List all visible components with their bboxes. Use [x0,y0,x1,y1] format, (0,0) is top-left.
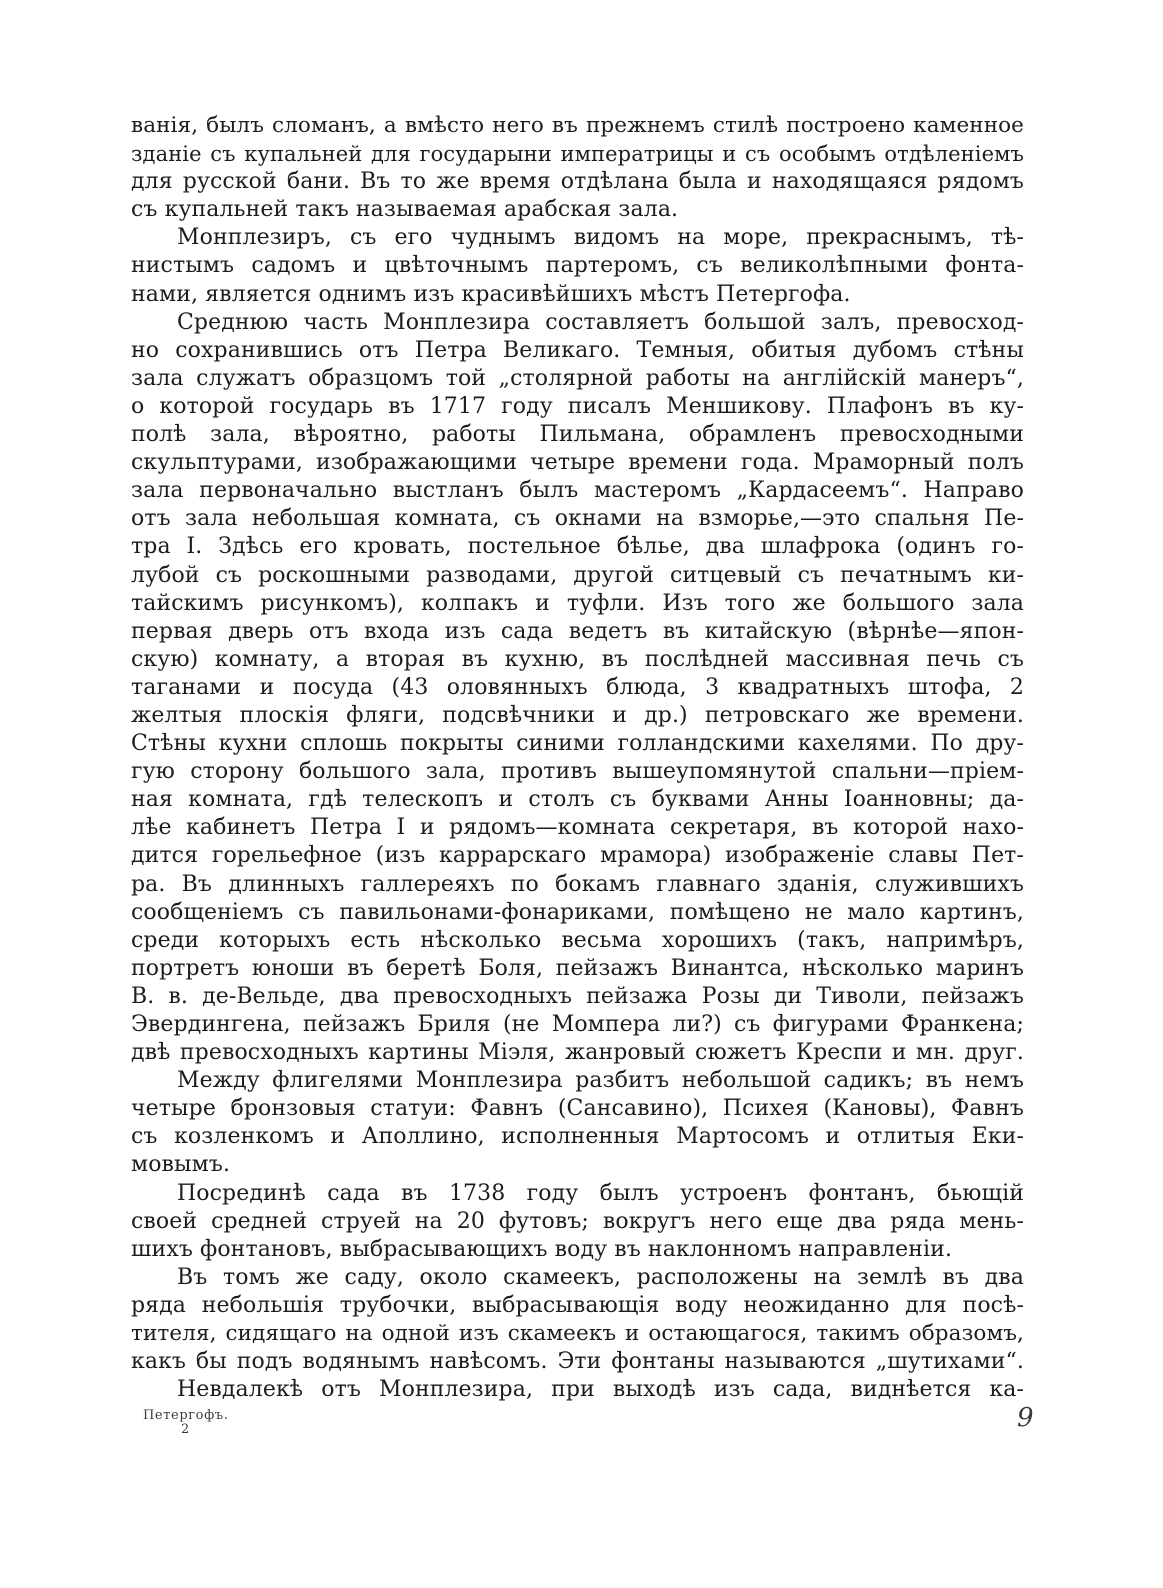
text-line: съ козленкомъ и Аполлино, исполненныя Мартосомъ и отлитыя Еки- [131,1124,1024,1150]
text-line: шихъ фонтановъ, выбрасывающихъ воду въ наклонномъ направленіи. [131,1236,953,1262]
text-line: но сохранившись отъ Петра Великаго. Темныя, обитыя дубомъ стѣны [131,337,1024,363]
text-line: ряда небольшія трубочки, выбрасывающія воду неожиданно для посѣ- [131,1292,1024,1318]
text-line: Стѣны кухни сплошь покрыты синими голландскими кахелями. По дру- [131,731,1024,757]
text-line: Въ томъ же саду, около скамеекъ, расположены на землѣ въ два [177,1264,1024,1290]
text-line: лѣе кабинетъ Петра I и рядомъ—комната секретаря, въ которой нахо- [131,815,1024,841]
text-line: мовымъ. [131,1152,231,1178]
text-line: нистымъ садомъ и цвѣточнымъ партеромъ, съ великолѣпными фонта- [131,253,1024,279]
text-line: зала служатъ образцомъ той „столярной работы на англійскій манеръ“, [131,365,1024,391]
text-line: дится горельефное (изъ каррарскаго мрамора) изображеніе славы Пет- [131,843,1024,869]
text-line: Монплезиръ, съ его чуднымъ видомъ на море, прекраснымъ, тѣ- [177,225,1024,251]
signature-mark: Петергофъ. [143,1408,229,1423]
text-line: Среднюю часть Монплезира составляетъ большой залъ, превосход- [177,309,1024,335]
text-line: нами, является однимъ изъ красивѣйшихъ мѣстъ Петергофа. [131,281,851,307]
text-line: тителя, сидящаго на одной изъ скамеекъ и остающагося, такимъ образомъ, [131,1321,1024,1347]
text-line: сообщеніемъ съ павильонами-фонариками, помѣщено не мало картинъ, [131,899,1024,925]
text-line: двѣ превосходныхъ картины Міэля, жанровый сюжетъ Креспи и мн. друг. [131,1040,1024,1066]
text-line: тра I. Здѣсь его кровать, постельное бѣлье, два шлафрока (одинъ го- [131,534,1024,560]
body-text [131,112,1024,1404]
text-line: первая дверь отъ входа изъ сада ведетъ въ китайскую (вѣрнѣе—япон- [131,618,1024,644]
text-line: среди которыхъ есть нѣсколько весьма хорошихъ (такъ, напримѣръ, [131,927,1024,953]
text-line: ная комната, гдѣ телескопъ и столъ съ буквами Анны Іоанновны; да- [131,787,1024,813]
text-line: четыре бронзовыя статуи: Фавнъ (Сансавино), Психея (Кановы), Фавнъ [131,1096,1024,1122]
text-line: лубой съ роскошными разводами, другой ситцевый съ печатнымъ ки- [131,562,1024,588]
text-line: ра. Въ длинныхъ галлереяхъ по бокамъ главнаго зданія, служившихъ [131,871,1024,897]
text-line: зала первоначально выстланъ былъ мастеромъ „Кардасеемъ“. Направо [131,478,1024,504]
text-line: Невдалекѣ отъ Монплезира, при выходѣ изъ сада, виднѣется ка- [177,1377,1024,1403]
text-line: для русской бани. Въ то же время отдѣлана была и находящаяся рядомъ [131,169,1024,195]
page-number: 9 [1017,1403,1034,1433]
text-line: гую сторону большого зала, противъ вышеупомянутой спальни—пріем- [131,759,1024,785]
text-line: съ купальней такъ называемая арабская зала. [131,197,679,223]
text-line: Между флигелями Монплезира разбитъ небольшой садикъ; въ немъ [177,1068,1024,1094]
text-line: В. в. де-Вельде, два превосходныхъ пейзажа Розы ди Тиволи, пейзажъ [131,983,1024,1009]
text-line: какъ бы подъ водянымъ навѣсомъ. Эти фонтаны называются „шутихами“. [131,1349,1024,1375]
text-line: портретъ юноши въ беретѣ Боля, пейзажъ Винантса, нѣсколько маринъ [131,955,1024,981]
text-line: о которой государь въ 1717 году писалъ Меншикову. Плафонъ въ ку- [131,393,1024,419]
text-line: скую) комнату, а вторая въ кухню, въ послѣдней массивная печь съ [131,646,1024,672]
text-line: скульптурами, изображающими четыре времени года. Мраморный полъ [131,450,1024,476]
text-line: своей средней струей на 20 футовъ; вокругъ него еще два ряда мень- [131,1208,1024,1234]
text-line: желтыя плоскія фляги, подсвѣчники и др.) петровскаго же времени. [131,702,1024,728]
signature-number: 2 [181,1422,190,1437]
text-line: таганами и посуда (43 оловянныхъ блюда, 3 квадратныхъ штофа, 2 [131,674,1024,700]
text-line: Посрединѣ сада въ 1738 году былъ устроенъ фонтанъ, бьющій [177,1180,1024,1206]
text-line: отъ зала небольшая комната, съ окнами на взморье,—это спальня Пе- [131,506,1024,532]
text-line: Эвердингена, пейзажъ Бриля (не Момпера ли?) съ фигурами Франкена; [131,1012,1024,1037]
text-line: ванія, былъ сломанъ, а вмѣсто него въ прежнемъ стилѣ построено каменное [131,113,1024,138]
text-line: тайскимъ рисункомъ), колпакъ и туфли. Изъ того же большого зала [131,590,1024,616]
text-line: полѣ зала, вѣроятно, работы Пильмана, обрамленъ превосходными [131,422,1024,448]
text-line: зданіе съ купальней для государыни императрицы и съ особымъ отдѣленіемъ [131,142,1024,167]
